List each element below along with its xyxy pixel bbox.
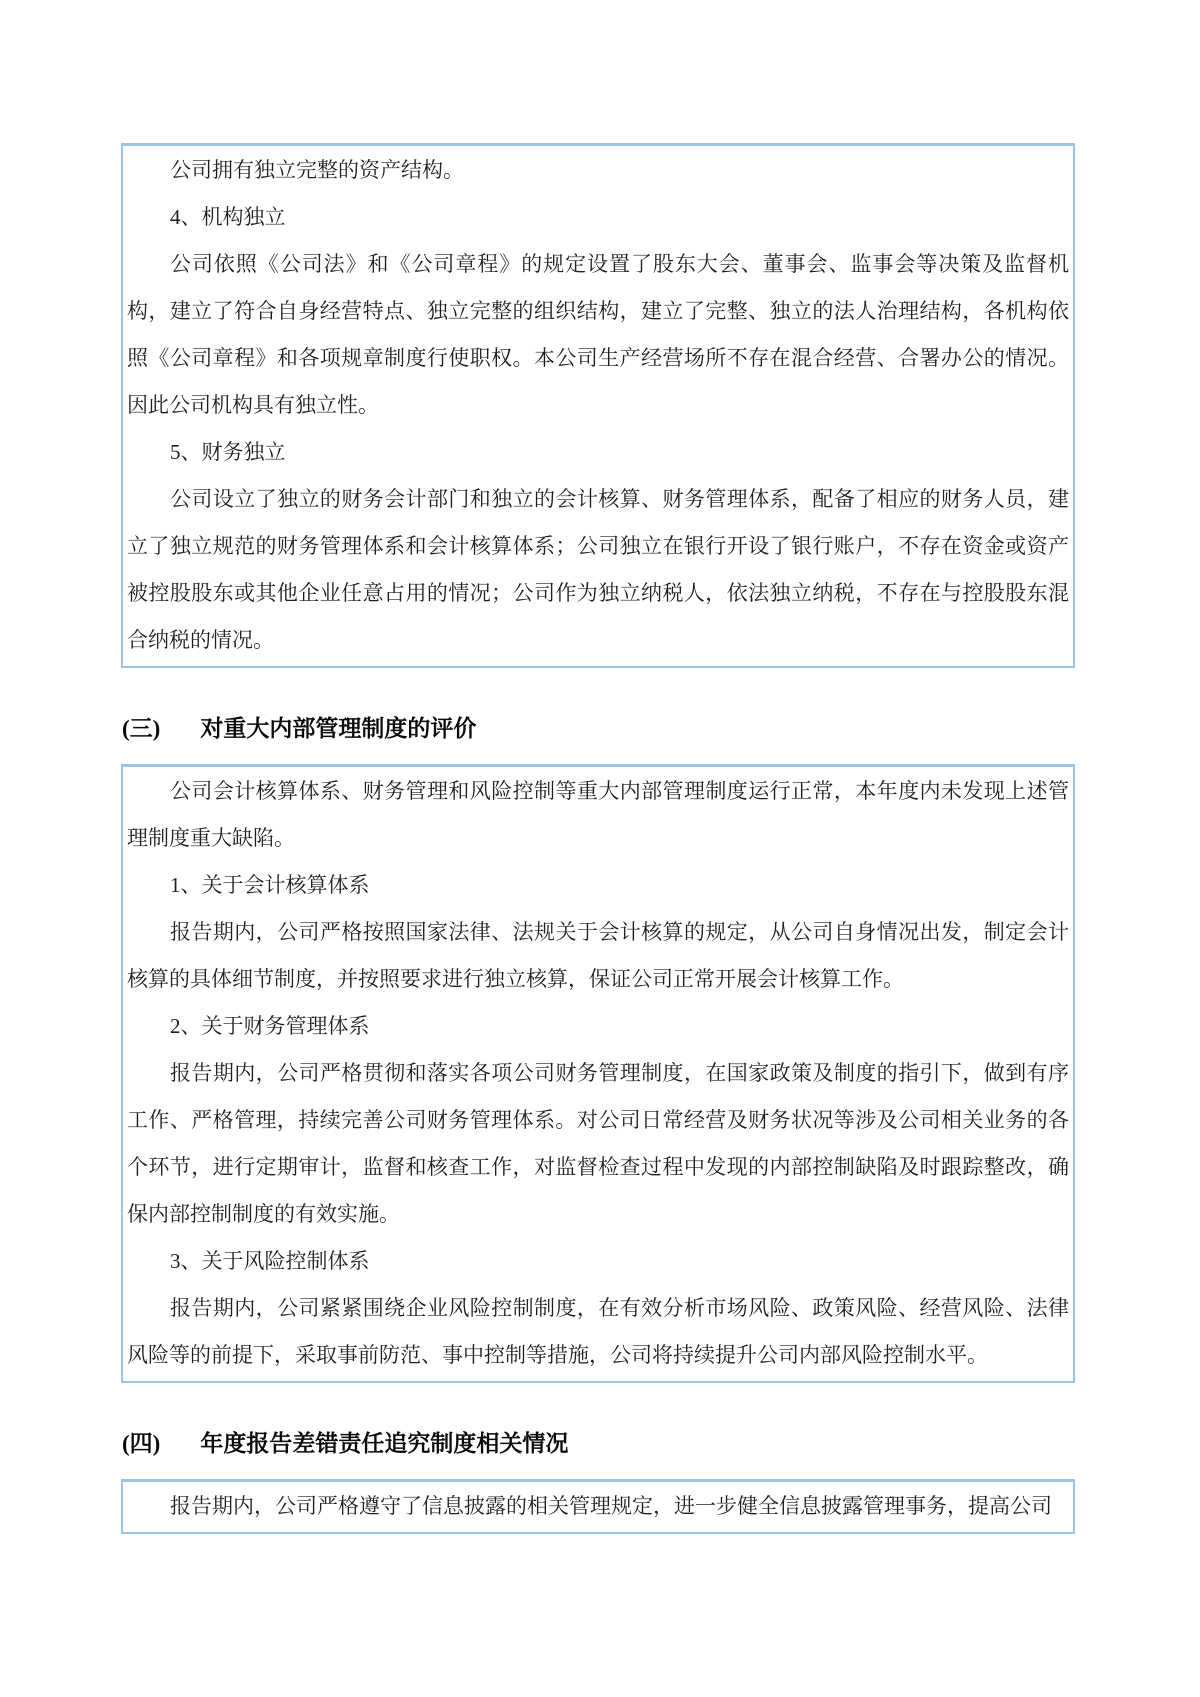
- paragraph: 报告期内，公司严格按照国家法律、法规关于会计核算的规定，从公司自身情况出发，制定会计核算的具体细节制度，并按照要求进行独立核算，保证公司正常开展会计核算工作。: [127, 920, 1069, 991]
- document-content: [121, 143, 1075, 1534]
- paragraph: 报告期内，公司严格遵守了信息披露的相关管理规定，进一步健全信息披露管理事务，提高公司: [170, 1494, 1052, 1518]
- paragraph: 公司依照《公司法》和《公司章程》的规定设置了股东大会、董事会、监事会等决策及监督机构，建立了符合自身经营特点、独立完整的组织结构，建立了完整、独立的法人治理结构，各机构依照《公司章程》和各项规章制度行使职权。本公司生产经营场所不存在混合经营、合署办公的情况。因此公司机构具有独立性。: [127, 252, 1069, 417]
- error-accountability-text-box: [121, 1479, 1075, 1534]
- section-heading-4: [122, 1427, 1075, 1460]
- section-title: 对重大内部管理制度的评价: [200, 716, 477, 741]
- paragraph: 公司会计核算体系、财务管理和风险控制等重大内部管理制度运行正常，本年度内未发现上述管理制度重大缺陷。: [127, 779, 1069, 850]
- section-number: (三): [122, 716, 161, 741]
- paragraph: 报告期内，公司紧紧围绕企业风险控制制度，在有效分析市场风险、政策风险、经营风险、法律风险等的前提下，采取事前防范、事中控制等措施，公司将持续提升公司内部风险控制水平。: [127, 1296, 1069, 1367]
- paragraph: 1、关于会计核算体系: [170, 873, 370, 897]
- paragraph: 4、机构独立: [170, 205, 286, 229]
- section-heading-3: [122, 712, 1075, 745]
- paragraph: 公司拥有独立完整的资产结构。: [170, 158, 464, 182]
- paragraph: 5、财务独立: [170, 440, 286, 464]
- paragraph: 报告期内，公司严格贯彻和落实各项公司财务管理制度，在国家政策及制度的指引下，做到有序工作、严格管理，持续完善公司财务管理体系。对公司日常经营及财务状况等涉及公司相关业务的各个环节，进行定期审计，监督和核查工作，对监督检查过程中发现的内部控制缺陷及时跟踪整改，确保内部控制制度的有效实施。: [127, 1061, 1069, 1226]
- paragraph: 3、关于风险控制体系: [170, 1249, 370, 1273]
- section-number: (四): [122, 1431, 161, 1456]
- internal-management-text-box: [121, 764, 1075, 1383]
- paragraph: 公司设立了独立的财务会计部门和独立的会计核算、财务管理体系，配备了相应的财务人员，建立了独立规范的财务管理体系和会计核算体系；公司独立在银行开设了银行账户，不存在资金或资产被控股股东或其他企业任意占用的情况；公司作为独立纳税人，依法独立纳税，不存在与控股股东混合纳税的情况。: [127, 487, 1069, 652]
- paragraph: 2、关于财务管理体系: [170, 1014, 370, 1038]
- section-title: 年度报告差错责任追究制度相关情况: [200, 1431, 569, 1456]
- independence-text-box: [121, 143, 1075, 668]
